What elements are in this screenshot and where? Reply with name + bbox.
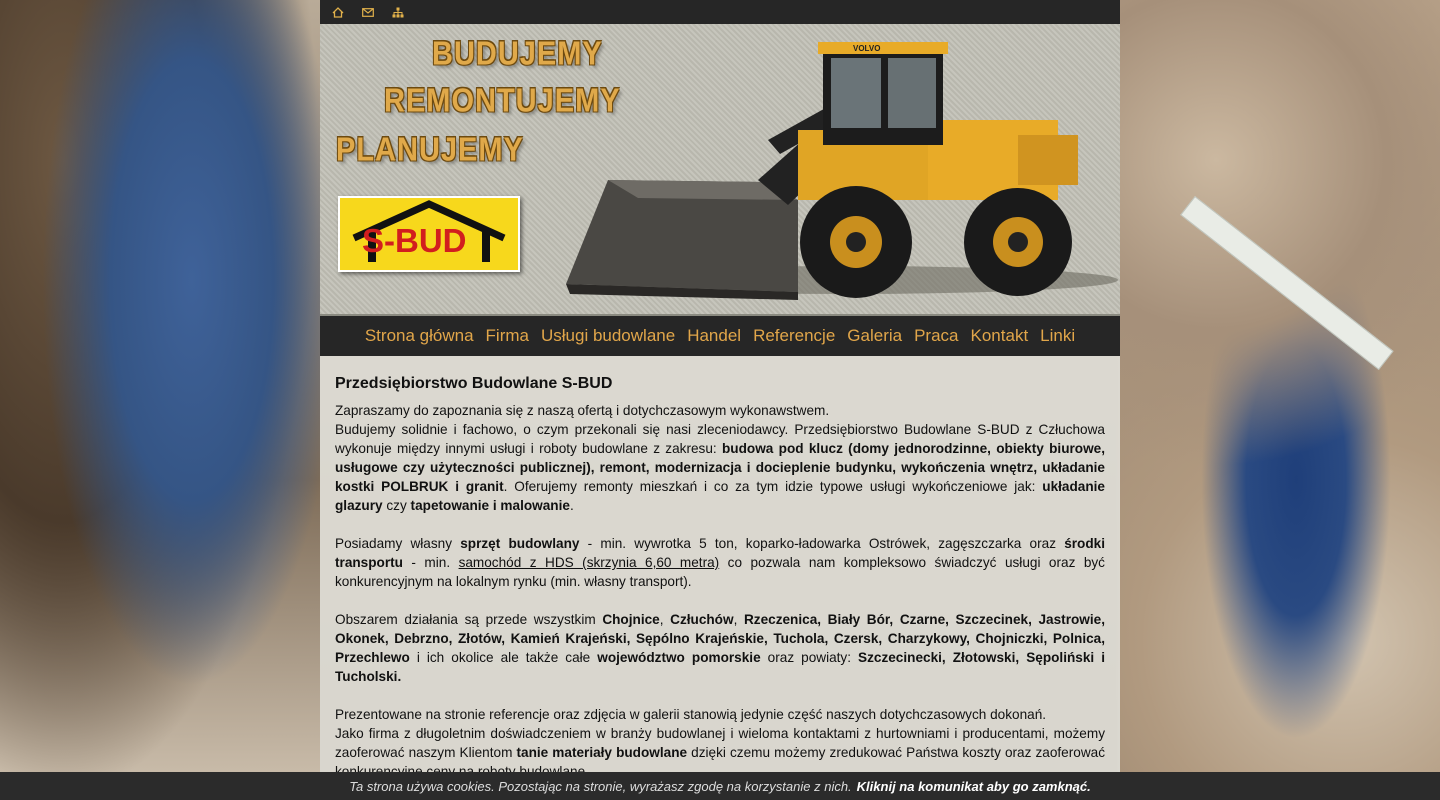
text-span: Jako firma z długoletnim doświadczeniem w branży budowlanej i wieloma kontaktami z hurtowniami i producentami, możemy zaoferować naszym Klientom bbox=[335, 726, 1105, 760]
slogan-remontujemy: REMONTUJEMY bbox=[384, 82, 621, 120]
background-left-photo bbox=[0, 0, 320, 800]
text-span: i ich okolice ale także całe bbox=[409, 650, 598, 665]
painting-bold: tapetowanie i malowanie bbox=[410, 498, 570, 513]
spacer bbox=[335, 591, 1105, 610]
company-logo[interactable] bbox=[338, 196, 520, 272]
page-title: Przedsiębiorstwo Budowlane S-BUD bbox=[335, 375, 613, 392]
nav-praca[interactable]: Praca bbox=[914, 326, 959, 345]
text-span: Budujemy solidnie i fachowo, o czym przekonali się nasi zleceniodawcy. Przedsiębiorstwo Budowlane S-BUD z Człuchowa wykonuje między innymi usługi i roboty budowlane z zakresu: bbox=[335, 422, 1105, 456]
background-right-photo bbox=[1120, 0, 1440, 800]
materials-bold: tanie materiały budowlane bbox=[516, 745, 688, 760]
intro-paragraph: Zapraszamy do zapoznania się z naszą ofertą i dotychczasowym wykonawstwem. bbox=[335, 403, 830, 418]
services-paragraph bbox=[335, 420, 1105, 515]
services-bold: budowa pod klucz (domy jednorodzinne, obiekty biurowe, usługowe czy użyteczności publicznej), remont, modernizacja i docieplenie budynku, wykończenia wnętrz, układanie kostki POLBRUK i granit bbox=[335, 441, 1105, 494]
nav-kontakt[interactable]: Kontakt bbox=[970, 326, 1029, 345]
counties-bold: Szczecinecki, Złotowski, Sępoliński i Tucholski. bbox=[335, 650, 1105, 684]
equipment-bold: sprzęt budowlany bbox=[460, 536, 580, 551]
nav-galeria[interactable]: Galeria bbox=[847, 326, 903, 345]
cookie-banner[interactable] bbox=[0, 772, 1440, 800]
text-span: Obszarem działania są przede wszystkim bbox=[335, 612, 603, 627]
mail-icon[interactable] bbox=[360, 4, 376, 20]
brand-label: VOLVO bbox=[853, 44, 881, 53]
sitemap-icon[interactable] bbox=[390, 4, 406, 20]
text-span: czy bbox=[382, 498, 411, 513]
hds-truck-text: samochód z HDS (skrzynia 6,60 metra) bbox=[458, 555, 720, 570]
text-span: dzięki czemu możemy zredukować Państwa koszty oraz zaoferować bbox=[691, 745, 1106, 760]
page-container bbox=[320, 0, 1120, 800]
main-content bbox=[320, 356, 1120, 796]
text-span: , bbox=[659, 612, 671, 627]
slogan-budujemy: BUDUJEMY bbox=[432, 35, 603, 73]
references-paragraph: Prezentowane na stronie referencje oraz zdjęcia w galerii stanowią jedynie część naszych dotychczasowych dokonań. bbox=[335, 707, 1047, 722]
voivodeship-bold: województwo pomorskie bbox=[597, 650, 761, 665]
spacer bbox=[335, 515, 1105, 534]
wheel-loader-image bbox=[548, 30, 1118, 312]
text-span: - min. bbox=[402, 555, 459, 570]
equipment-paragraph bbox=[335, 534, 1105, 591]
area-paragraph bbox=[335, 610, 1105, 686]
spacer bbox=[335, 686, 1105, 705]
transport-bold: środki transportu bbox=[335, 536, 1105, 570]
text-span: . Oferujemy remonty mieszkań i co za tym idzie typowe usługi wykończeniowe jak: bbox=[503, 479, 1043, 494]
nav-linki[interactable]: Linki bbox=[1040, 326, 1076, 345]
text-span: , bbox=[733, 612, 744, 627]
nav-uslugi-budowlane[interactable]: Usługi budowlane bbox=[540, 326, 676, 345]
slogan-planujemy: PLANUJEMY bbox=[336, 131, 524, 169]
nav-handel[interactable]: Handel bbox=[687, 326, 742, 345]
text-span: oraz powiaty: bbox=[760, 650, 859, 665]
towns-bold: Rzeczenica, Biały Bór, Czarne, Szczecinek, Jastrowie, Okonek, Debrzno, Złotów, Kamień Krajeński, Sępólno Krajeńskie, Tuchola, Czersk, Charzykowy, Chojniczki, Polnica, Przechlewo bbox=[335, 612, 1105, 665]
logo-text: S-BUD bbox=[362, 222, 467, 259]
cookie-close-action[interactable]: Kliknij na komunikat aby go zamknąć. bbox=[856, 778, 1091, 794]
text-span: . bbox=[569, 498, 574, 513]
town-bold: Człuchów bbox=[670, 612, 734, 627]
nav-referencje[interactable]: Referencje bbox=[753, 326, 836, 345]
town-bold: Chojnice bbox=[602, 612, 660, 627]
top-bar bbox=[320, 0, 1120, 24]
text-span: co pozwala nam kompleksowo świadczyć usługi oraz być konkurencyjnym na lokalnym rynku (min. własny transport). bbox=[335, 555, 1105, 589]
text-span: - min. wywrotka 5 ton, koparko-ładowarka Ostrówek, zagęszczarka oraz bbox=[579, 536, 1065, 551]
cookie-text: Ta strona używa cookies. Pozostając na stronie, wyrażasz zgodę na korzystanie z nich. bbox=[349, 778, 852, 794]
text-span: Posiadamy własny bbox=[335, 536, 461, 551]
nav-firma[interactable]: Firma bbox=[485, 326, 529, 345]
glazing-bold: układanie glazury bbox=[335, 479, 1105, 513]
nav-strona-glowna[interactable]: Strona główna bbox=[364, 326, 474, 345]
main-navigation bbox=[320, 316, 1120, 356]
header-banner bbox=[320, 24, 1120, 316]
home-icon[interactable] bbox=[330, 4, 346, 20]
